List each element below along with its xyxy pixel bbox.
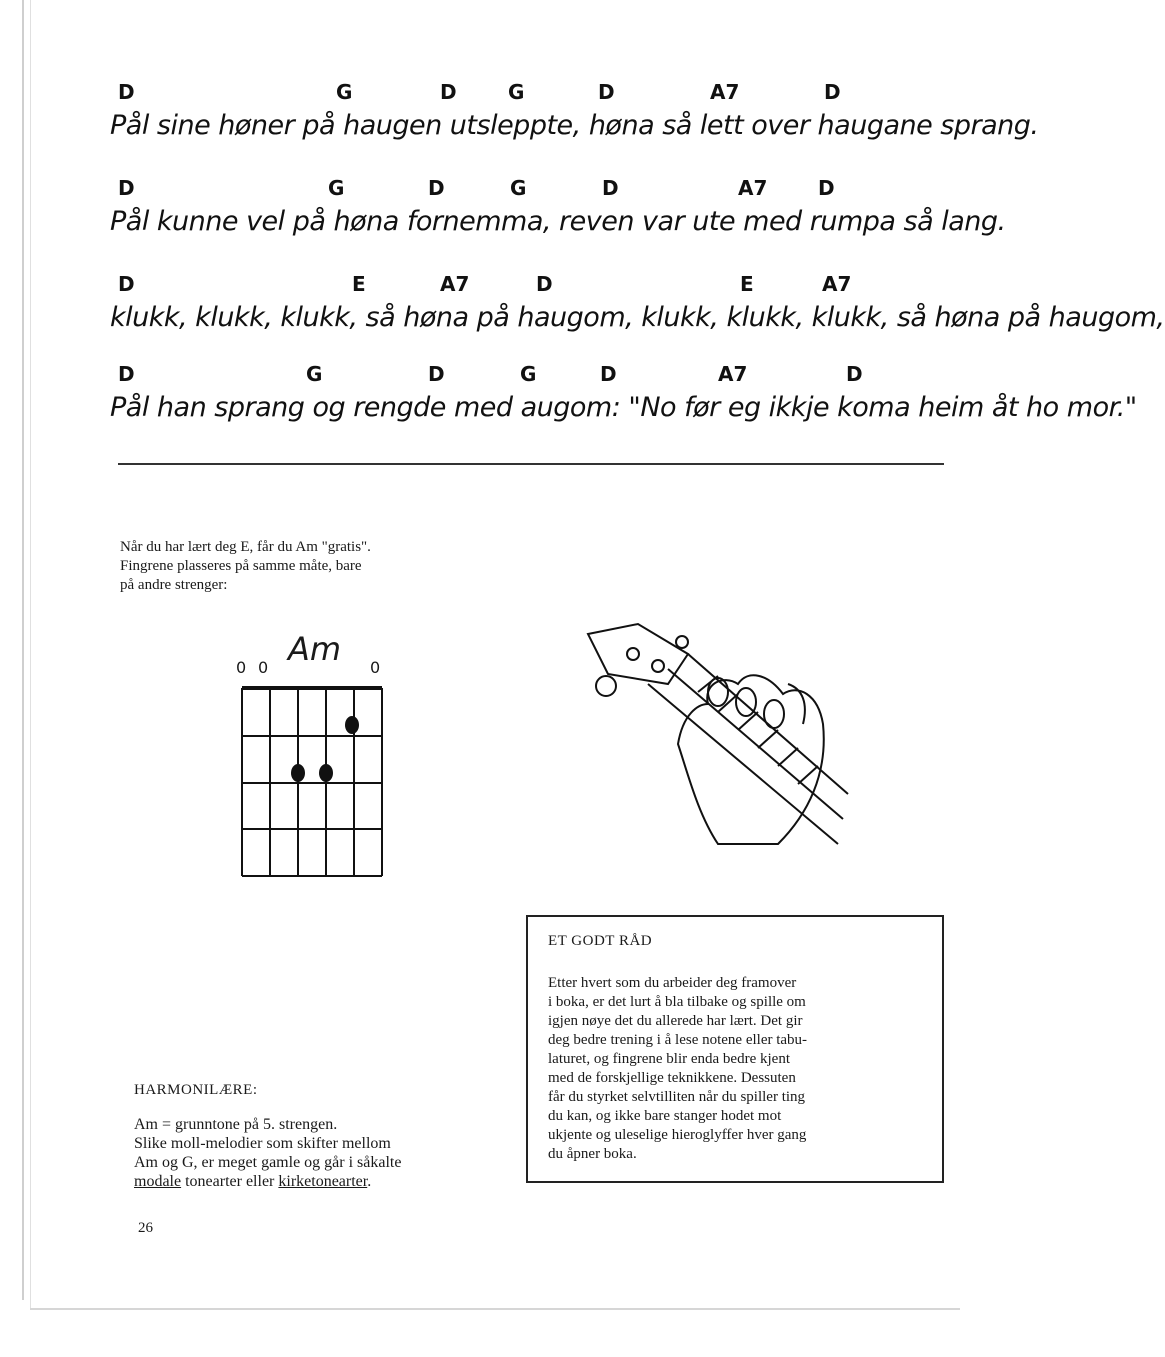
chord: D: [536, 272, 553, 296]
chord: D: [428, 362, 445, 386]
chord-name: Am: [288, 630, 342, 668]
intro-line: Når du har lært deg E, får du Am "gratis".: [120, 539, 371, 555]
chord: E: [352, 272, 366, 296]
chord: D: [118, 176, 135, 200]
harmonilaere-line: Slike moll-melodier som skifter mellom: [134, 1135, 391, 1152]
advice-box: [526, 915, 944, 1183]
advice-line: i boka, er det lurt å bla tilbake og spille om: [548, 994, 806, 1010]
chord: E: [740, 272, 754, 296]
lyric-line: klukk, klukk, klukk, så høna på haugom, klukk, klukk, klukk, så høna på haugom,: [110, 302, 1165, 333]
chord-row: [110, 272, 930, 302]
advice-line: ukjente og uleselige hieroglyffer hver gang: [548, 1127, 807, 1143]
section-divider: [118, 463, 944, 465]
harmonilaere-body: [134, 1115, 514, 1191]
chord: D: [818, 176, 835, 200]
chord: D: [598, 80, 615, 104]
song-line-2: [110, 176, 1006, 237]
chord: A7: [718, 362, 748, 386]
page-bottom-edge: [30, 1308, 960, 1310]
harmonilaere-line: Am = grunntone på 5. strengen.: [134, 1116, 338, 1133]
text-segment: .: [367, 1173, 372, 1190]
advice-line: du kan, og ikke bare stanger hodet mot: [548, 1108, 782, 1124]
chord: D: [118, 362, 135, 386]
page-edge: [22, 0, 24, 1300]
open-string-mark: 0: [370, 658, 381, 677]
chord: D: [440, 80, 457, 104]
guitar-hand-icon: [578, 614, 848, 854]
am-chord-diagram: [230, 630, 400, 890]
chord: D: [846, 362, 863, 386]
chord: G: [328, 176, 345, 200]
page-number: 26: [138, 1220, 153, 1236]
open-string-mark: 0: [236, 658, 247, 677]
intro-text: [120, 538, 520, 595]
advice-line: med de forskjellige teknikkene. Dessuten: [548, 1070, 796, 1086]
chord: G: [336, 80, 353, 104]
page-edge-inner: [30, 0, 31, 1310]
harmonilaere-line: Am og G, er meget gamle og går i såkalte: [134, 1154, 402, 1171]
chord: D: [602, 176, 619, 200]
guitar-hand-illustration: [578, 614, 848, 854]
advice-line: får du styrket selvtilliten når du spiller ting: [548, 1089, 806, 1105]
song-line-1: [110, 80, 1039, 141]
open-string-mark: 0: [258, 658, 269, 677]
chord: G: [510, 176, 527, 200]
chord: D: [428, 176, 445, 200]
chord: G: [508, 80, 525, 104]
advice-line: du åpner boka.: [548, 1146, 637, 1162]
advice-line: deg bedre trening i å lese notene eller tabu-: [548, 1032, 808, 1048]
chord: D: [824, 80, 841, 104]
chord: G: [306, 362, 323, 386]
song-line-3: [110, 272, 1165, 333]
chord: D: [118, 80, 135, 104]
chord: A7: [822, 272, 852, 296]
chord-row: [110, 176, 930, 206]
term-kirketonearter: kirketonearter: [278, 1173, 368, 1190]
lyric-line: Pål han sprang og rengde med augom: "No før eg ikkje koma heim åt ho mor.": [110, 392, 1137, 423]
chord: A7: [710, 80, 740, 104]
chord-row: [110, 362, 930, 392]
term-modale: modale: [134, 1173, 182, 1190]
lyric-line: Pål kunne vel på høna fornemma, reven var ute med rumpa så lang.: [110, 206, 1006, 237]
harmonilaere-title: HARMONILÆRE:: [134, 1082, 258, 1098]
chord: D: [118, 272, 135, 296]
lyric-line: Pål sine høner på haugen utsleppte, høna så lett over haugane sprang.: [110, 110, 1039, 141]
advice-line: laturet, og fingrene blir enda bedre kjent: [548, 1051, 790, 1067]
intro-line: Fingrene plasseres på samme måte, bare: [120, 558, 362, 574]
song-line-4: [110, 362, 1137, 423]
chord-row: [110, 80, 930, 110]
chord: A7: [440, 272, 470, 296]
chord-grid: [230, 630, 400, 890]
intro-line: på andre strenger:: [120, 577, 228, 593]
harmonilaere-section: [134, 1082, 514, 1191]
harmonilaere-line: [134, 1172, 514, 1191]
chord: A7: [738, 176, 768, 200]
chord: G: [520, 362, 537, 386]
advice-body: [548, 974, 924, 1164]
chord: D: [600, 362, 617, 386]
advice-line: igjen nøye det du allerede har lært. Det gir: [548, 1013, 803, 1029]
text-segment: tonearter eller: [181, 1173, 279, 1190]
advice-title: ET GODT RÅD: [548, 933, 653, 949]
advice-line: Etter hvert som du arbeider deg framover: [548, 975, 797, 991]
